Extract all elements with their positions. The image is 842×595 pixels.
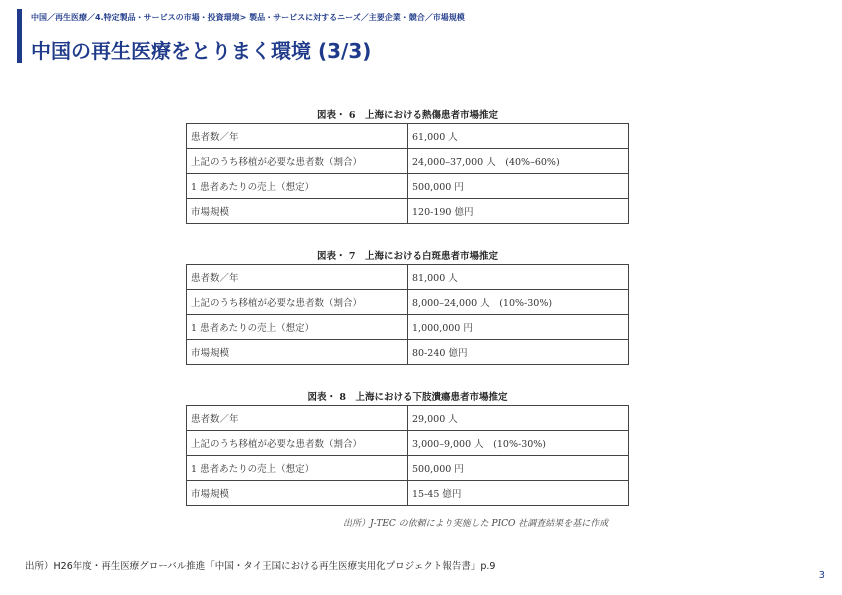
table-row [187, 265, 629, 290]
row-value: 29,000 人 [408, 406, 629, 431]
estimate-table [186, 405, 629, 506]
row-label: 1 患者あたりの売上（想定） [187, 315, 408, 340]
table-row [187, 149, 629, 174]
row-value: 15-45 億円 [408, 481, 629, 506]
table-row [187, 315, 629, 340]
table-row [187, 199, 629, 224]
row-label: 上記のうち移植が必要な患者数（割合） [187, 149, 408, 174]
table-row [187, 481, 629, 506]
row-label: 上記のうち移植が必要な患者数（割合） [187, 431, 408, 456]
row-label: 患者数／年 [187, 124, 408, 149]
row-value: 81,000 人 [408, 265, 629, 290]
row-label: 市場規模 [187, 481, 408, 506]
row-label: 1 患者あたりの売上（想定） [187, 174, 408, 199]
row-label: 上記のうち移植が必要な患者数（割合） [187, 290, 408, 315]
table-row [187, 124, 629, 149]
row-value: 8,000–24,000 人 (10%-30%) [408, 290, 629, 315]
row-label: 患者数／年 [187, 265, 408, 290]
row-value: 80-240 億円 [408, 340, 629, 365]
row-value: 500,000 円 [408, 456, 629, 481]
vitiligo-patient-market-table [186, 249, 629, 365]
row-value: 500,000 円 [408, 174, 629, 199]
table-caption: 図表・ 8 上海における下肢潰瘍患者市場推定 [307, 392, 508, 403]
table-row [187, 290, 629, 315]
table-row [187, 340, 629, 365]
table-caption: 図表・ 7 上海における白斑患者市場推定 [317, 251, 498, 262]
estimate-table [186, 264, 629, 365]
page-number: 3 [818, 570, 825, 581]
row-label: 患者数／年 [187, 406, 408, 431]
table-row [187, 174, 629, 199]
row-value: 61,000 人 [408, 124, 629, 149]
row-value: 1,000,000 円 [408, 315, 629, 340]
table-source-note: 出所）J-TEC の依頼により実施した PICO 社調査結果を基に作成 [343, 519, 609, 529]
row-value: 120-190 億円 [408, 199, 629, 224]
table-caption: 図表・ 6 上海における熱傷患者市場推定 [317, 110, 498, 121]
page-title: 中国の再生医療をとりまく環境 (3/3) [31, 39, 372, 63]
title-accent-bar [17, 9, 22, 63]
row-label: 市場規模 [187, 199, 408, 224]
row-value: 3,000–9,000 人 (10%-30%) [408, 431, 629, 456]
row-label: 1 患者あたりの売上（想定） [187, 456, 408, 481]
breadcrumb: 中国／再生医療／4.特定製品・サービスの市場・投資環境> 製品・サービスに対するニーズ／主要企業・競合／市場規模 [31, 13, 465, 22]
burn-patient-market-table [186, 108, 629, 224]
table-row [187, 431, 629, 456]
footer-source: 出所）H26年度・再生医療グローバル推進「中国・タイ王国における再生医療実用化プロジェクト報告書」p.9 [25, 561, 496, 572]
row-value: 24,000–37,000 人 (40%–60%) [408, 149, 629, 174]
leg-ulcer-patient-market-table [186, 390, 629, 506]
row-label: 市場規模 [187, 340, 408, 365]
table-row [187, 406, 629, 431]
estimate-table [186, 123, 629, 224]
table-row [187, 456, 629, 481]
